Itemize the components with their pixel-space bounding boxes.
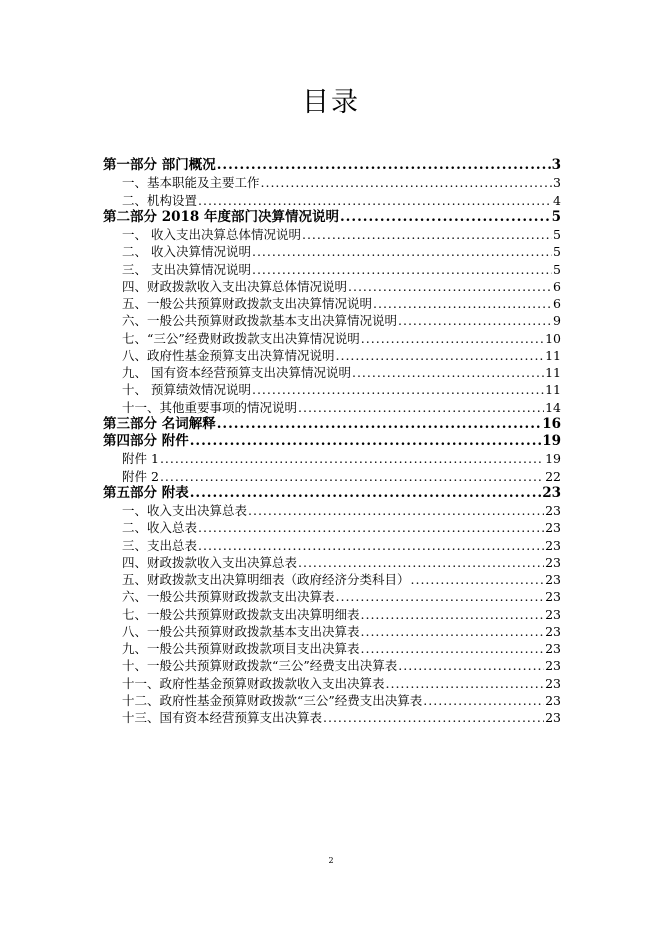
toc-subentry[interactable] [103, 243, 561, 260]
toc-page-number: 23 [542, 484, 561, 501]
toc-page-number: 5 [553, 227, 561, 242]
toc-entry-text: 十一、其他重要事项的情况说明 [122, 399, 298, 415]
toc-subentry[interactable] [103, 330, 561, 347]
toc-dot-leader [386, 675, 545, 692]
toc-dot-leader [398, 657, 544, 674]
toc-subentry[interactable] [103, 709, 561, 726]
toc-entry-text: 十、一般公共预算财政拨款“三公”经费支出决算表 [122, 658, 398, 674]
toc-page-number: 19 [542, 433, 561, 449]
toc-page-number: 11 [545, 382, 561, 398]
toc-page-number: 23 [545, 537, 561, 553]
toc-entry-text: 第二部分 2018 年度部门决算情况说明 [103, 208, 339, 225]
toc-section-entry[interactable] [103, 416, 561, 433]
toc-page-number: 10 [545, 330, 561, 346]
toc-entry-text: 五、一般公共预算财政拨款支出决算情况说明 [122, 296, 373, 311]
toc-entry-text: 一、基本职能及主要工作 [122, 175, 260, 191]
toc-subentry[interactable] [103, 450, 561, 467]
toc-dot-leader [298, 554, 544, 571]
toc-entry-text: 六、一般公共预算财政拨款基本支出决算情况说明 [122, 313, 398, 329]
toc-dot-leader [361, 606, 545, 623]
toc-page-number: 4 [553, 192, 561, 208]
toc-subentry[interactable] [103, 174, 561, 191]
toc-subentry[interactable] [103, 399, 561, 416]
toc-page-number: 5 [553, 244, 561, 260]
toc-entry-text: 二、收入总表 [122, 520, 198, 536]
toc-dot-leader [373, 295, 552, 312]
toc-page-number: 11 [545, 347, 561, 363]
toc-entry-text: 附件 1 [122, 451, 159, 467]
toc-dot-leader [190, 433, 542, 450]
toc-subentry[interactable] [103, 537, 561, 554]
toc-section-entry[interactable] [103, 485, 561, 502]
toc-section-entry[interactable] [103, 433, 561, 450]
toc-subentry[interactable] [103, 226, 561, 243]
toc-dot-leader [198, 192, 552, 209]
toc-dot-leader [336, 588, 545, 605]
toc-entry-text: 六、一般公共预算财政拨款支出决算表 [122, 589, 335, 605]
toc-dot-leader [411, 571, 545, 588]
toc-entry-text: 三、支出总表 [122, 537, 198, 553]
toc-page-number: 5 [551, 208, 561, 225]
page-title: 目录 [302, 87, 360, 118]
toc-subentry[interactable] [103, 519, 561, 536]
toc-entry-text: 附件 2 [122, 468, 159, 484]
toc-page-number: 23 [545, 675, 561, 691]
toc-dot-leader [217, 416, 542, 433]
toc-page-number: 23 [545, 520, 561, 536]
toc-dot-leader [361, 330, 544, 347]
toc-page-number: 19 [545, 451, 561, 467]
toc-subentry[interactable] [103, 295, 561, 312]
toc-dot-leader [160, 450, 544, 467]
toc-page-number: 23 [545, 606, 561, 622]
toc-dot-leader [252, 261, 552, 278]
toc-entry-text: 一、 收入支出决算总体情况说明 [122, 227, 301, 242]
toc-page-number: 23 [545, 572, 561, 587]
toc-dot-leader [423, 692, 544, 709]
toc-dot-leader [352, 364, 544, 381]
toc-page-number: 6 [553, 296, 561, 311]
toc-dot-leader [361, 623, 545, 640]
toc-entry-text: 第四部分 附件 [103, 433, 189, 449]
toc-subentry[interactable] [103, 606, 561, 623]
toc-entry-text: 九、一般公共预算财政拨款项目支出决算表 [122, 641, 360, 656]
toc-page-number: 23 [545, 658, 561, 674]
toc-page-number: 6 [553, 278, 561, 294]
toc-subentry[interactable] [103, 502, 561, 519]
toc-dot-leader [361, 640, 545, 657]
toc-page-number: 23 [545, 692, 561, 708]
toc-entry-text: 第五部分 附表 [103, 484, 189, 501]
toc-dot-leader [198, 519, 544, 536]
toc-page-number: 23 [545, 641, 561, 656]
toc-dot-leader [348, 278, 552, 295]
toc-section-entry[interactable] [103, 157, 561, 174]
toc-dot-leader [323, 709, 544, 726]
toc-page-number: 16 [542, 415, 561, 432]
toc-subentry[interactable] [103, 657, 561, 674]
toc-entry-text: 七、一般公共预算财政拨款支出决算明细表 [122, 606, 360, 622]
toc-dot-leader [398, 312, 552, 329]
toc-entry-text: 七、“三公”经费财政拨款支出决算情况说明 [122, 330, 360, 346]
toc-entry-text: 十二、政府性基金预算财政拨款“三公”经费支出决算表 [122, 692, 423, 708]
toc-entry-text: 八、政府性基金预算支出决算情况说明 [122, 347, 335, 363]
toc-subentry[interactable] [103, 692, 561, 709]
toc-dot-leader [252, 243, 552, 260]
toc-entry-text: 十、 预算绩效情况说明 [122, 382, 251, 398]
toc-dot-leader [302, 226, 552, 243]
toc-subentry[interactable] [103, 468, 561, 485]
toc-entry-text: 第一部分 部门概况 [103, 157, 216, 173]
toc-entry-text: 五、财政拨款支出决算明细表（政府经济分类科目） [122, 572, 410, 587]
toc-dot-leader [261, 174, 553, 191]
toc-dot-leader [340, 209, 551, 226]
toc-subentry[interactable] [103, 675, 561, 692]
toc-dot-leader [217, 157, 551, 174]
toc-subentry[interactable] [103, 381, 561, 398]
toc-subentry[interactable] [103, 278, 561, 295]
toc-page-number: 23 [545, 623, 561, 639]
toc-page-number: 23 [545, 503, 561, 518]
toc-entry-text: 四、财政拨款收入支出决算总体情况说明 [122, 278, 348, 294]
toc-entry-text: 十一、政府性基金预算财政拨款收入支出决算表 [122, 675, 385, 691]
toc-entry-text: 二、机构设置 [122, 192, 198, 208]
toc-page-number: 23 [545, 710, 561, 725]
toc-subentry[interactable] [103, 312, 561, 329]
toc-subentry[interactable] [103, 364, 561, 381]
toc-entry-text: 八、一般公共预算财政拨款基本支出决算表 [122, 623, 360, 639]
toc-subentry[interactable] [103, 554, 561, 571]
toc-entry-text: 十三、国有资本经营预算支出决算表 [122, 710, 323, 725]
toc-entry-text: 九、 国有资本经营预算支出决算情况说明 [122, 365, 351, 380]
toc-page-number: 23 [545, 589, 561, 605]
page-number: 2 [328, 856, 334, 865]
toc-subentry[interactable] [103, 623, 561, 640]
toc-subentry[interactable] [103, 261, 561, 278]
toc-page-number: 3 [551, 157, 561, 173]
toc-page-number: 14 [545, 399, 561, 415]
toc-dot-leader [336, 347, 545, 364]
toc-dot-leader [160, 468, 544, 485]
toc-dot-leader [248, 502, 544, 519]
toc-page-number: 9 [553, 313, 561, 329]
toc-entry-text: 三、 支出决算情况说明 [122, 261, 251, 277]
toc-dot-leader [190, 485, 542, 502]
toc-subentry[interactable] [103, 571, 561, 588]
toc-entry-text: 一、收入支出决算总表 [122, 503, 248, 518]
toc-dot-leader [198, 537, 544, 554]
toc-section-entry[interactable] [103, 209, 561, 226]
toc-page-number: 5 [553, 261, 561, 277]
toc-subentry[interactable] [103, 588, 561, 605]
toc-page-number: 3 [553, 175, 561, 191]
toc-dot-leader [252, 381, 544, 398]
toc-page-number: 22 [545, 468, 561, 484]
toc-entry-text: 二、 收入决算情况说明 [122, 244, 251, 260]
toc-entry-text: 第三部分 名词解释 [103, 415, 216, 432]
table-of-contents [103, 157, 561, 726]
toc-page-number: 11 [545, 365, 561, 380]
toc-subentry[interactable] [103, 347, 561, 364]
toc-entry-text: 四、财政拨款收入支出决算总表 [122, 554, 298, 570]
toc-subentry[interactable] [103, 640, 561, 657]
toc-subentry[interactable] [103, 192, 561, 209]
toc-page-number: 23 [545, 554, 561, 570]
toc-dot-leader [298, 399, 544, 416]
